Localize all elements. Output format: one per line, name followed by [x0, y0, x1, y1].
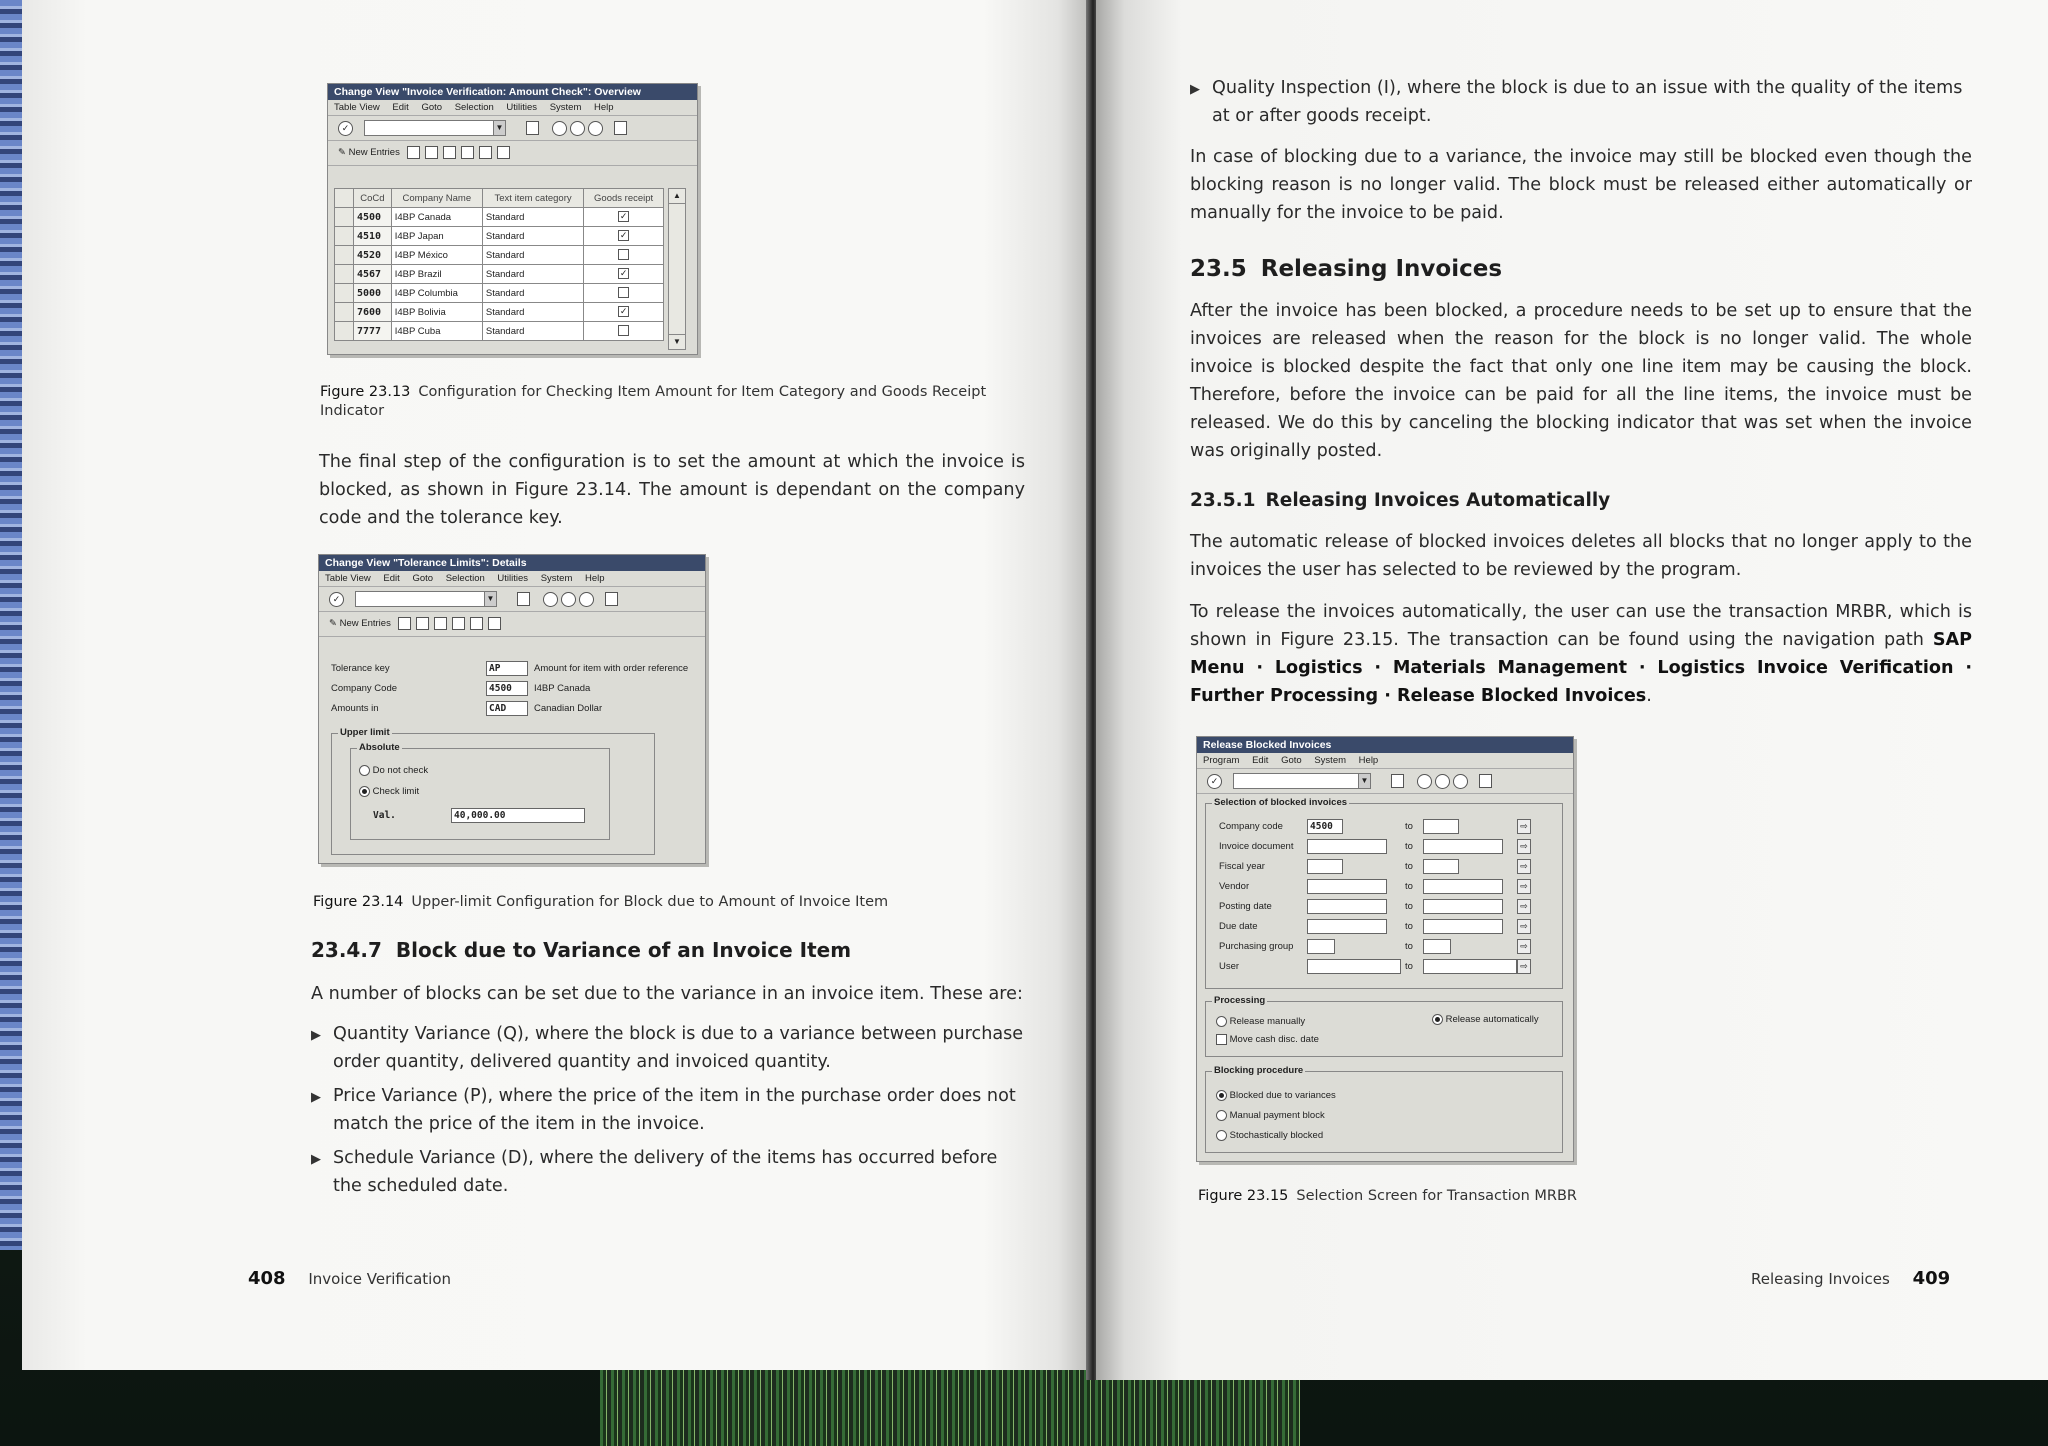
do-not-check-label: Do not check	[372, 765, 429, 777]
right-page	[1096, 0, 2048, 1380]
table-row[interactable]: 5000 I4BP Columbia Standard	[335, 284, 664, 303]
enter-icon[interactable]: ✓	[1207, 774, 1222, 789]
company-code-label: Company Code	[331, 683, 398, 695]
goods-receipt-checkbox[interactable]: ✓	[619, 306, 628, 317]
multiple-selection-icon[interactable]: ⇨	[1517, 939, 1531, 954]
exit-icon[interactable]	[561, 592, 576, 607]
window-title: Release Blocked Invoices	[1197, 737, 1573, 753]
table-row[interactable]: 4520 I4BP México Standard	[335, 246, 664, 265]
vertical-scrollbar[interactable]	[668, 188, 686, 350]
previous-entry-icon[interactable]	[452, 617, 465, 630]
invoice-document-low[interactable]	[1307, 839, 1387, 854]
processing-group	[1205, 995, 1563, 1057]
posting-date-high[interactable]	[1423, 899, 1503, 914]
goods-receipt-checkbox[interactable]: ✓	[619, 230, 628, 241]
list-item: ▶ Schedule Variance (D), where the delivery of the items has occurred before the scheduled date.	[311, 1148, 998, 1196]
group-title: Upper limit	[340, 727, 390, 738]
selection-row: Invoice document to ⇨	[1219, 839, 1531, 854]
bullet-icon: ▶	[311, 1028, 321, 1043]
command-field[interactable]	[1233, 773, 1371, 789]
currency-field[interactable]: CAD	[486, 701, 528, 716]
save-icon[interactable]	[526, 121, 539, 135]
next-entry-icon[interactable]	[470, 617, 483, 630]
copy-icon[interactable]	[398, 617, 411, 630]
menu-system[interactable]: System	[549, 102, 582, 113]
due-date-low[interactable]	[1307, 919, 1387, 934]
delete-icon[interactable]	[416, 617, 429, 630]
blocking-procedure-group	[1205, 1065, 1563, 1153]
selection-row: Fiscal year to ⇨	[1219, 859, 1531, 874]
list-item: ▶ Price Variance (P), where the price of the item in the purchase order does not match the price of the item in the invoice.	[311, 1086, 1016, 1134]
table-header-row	[335, 189, 664, 208]
subsection-heading	[1190, 490, 1610, 511]
paragraph: A number of blocks can be set due to the variance in an invoice item. These are:	[311, 984, 1023, 1004]
save-icon[interactable]	[517, 592, 530, 606]
table-row[interactable]: 4500 I4BP Canada Standard ✓	[335, 208, 664, 227]
menu-help[interactable]: Help	[594, 102, 614, 113]
paragraph: After the invoice has been blocked, a procedure needs to be set up to ensure that the invoices are released when the reason for the block is no longer valid. The whole invoice is blocked despite the fact that only one line item may be causing the block. Therefore, before the invoice can be paid for all the line items, the invoice must be released. We do this by canceling the blocking indicator that was set when the invoice was originally posted.	[1190, 301, 1972, 461]
print-icon[interactable]	[1479, 774, 1492, 788]
multiple-selection-icon[interactable]: ⇨	[1517, 819, 1531, 834]
multiple-selection-icon[interactable]: ⇨	[1517, 879, 1531, 894]
selection-row: Company code 4500 to ⇨	[1219, 819, 1531, 834]
fiscal-year-high[interactable]	[1423, 859, 1459, 874]
bullet-icon: ▶	[1190, 82, 1200, 97]
menu-program[interactable]: Program	[1203, 755, 1240, 766]
vendor-low[interactable]	[1307, 879, 1387, 894]
subsection-title: Releasing Invoices Automatically	[1265, 490, 1611, 511]
company-code-low[interactable]: 4500	[1307, 819, 1343, 834]
print-icon[interactable]	[605, 592, 618, 606]
section-number: 23.4.7	[311, 938, 382, 962]
menu-table-view[interactable]: Table View	[334, 102, 380, 113]
manual-payment-block-radio[interactable]	[1216, 1110, 1227, 1121]
company-code-field[interactable]: 4500	[486, 681, 528, 696]
goods-receipt-checkbox[interactable]	[618, 325, 629, 336]
tolerance-key-field[interactable]: AP	[486, 661, 528, 676]
multiple-selection-icon[interactable]: ⇨	[1517, 959, 1531, 974]
running-title: Invoice Verification	[308, 1270, 452, 1288]
enter-icon[interactable]: ✓	[338, 121, 353, 136]
application-toolbar	[319, 612, 705, 637]
new-entries-icon[interactable]: ✎	[329, 618, 337, 629]
cancel-icon[interactable]	[1453, 774, 1468, 789]
delete-icon[interactable]	[425, 146, 438, 159]
menu-utilities[interactable]: Utilities	[506, 102, 538, 113]
page-number: 409	[1912, 1268, 1951, 1289]
page-footer	[1751, 1268, 1950, 1289]
menu-table-view[interactable]: Table View	[325, 573, 371, 584]
menu-bar	[328, 100, 697, 116]
fiscal-year-low[interactable]	[1307, 859, 1343, 874]
chevron-down-icon[interactable]: ▼	[484, 592, 496, 606]
menu-edit[interactable]: Edit	[383, 573, 400, 584]
command-field[interactable]	[355, 591, 497, 607]
value-field[interactable]: 40,000.00	[451, 808, 585, 823]
section-heading	[1190, 256, 1502, 282]
column-header: Goods receipt	[584, 189, 664, 208]
figure-caption	[313, 893, 1073, 912]
stochastically-blocked-label: Stochastically blocked	[1229, 1130, 1324, 1142]
move-cash-disc-label: Move cash disc. date	[1229, 1034, 1319, 1046]
blocked-due-to-variances-label: Blocked due to variances	[1229, 1090, 1336, 1102]
select-all-icon[interactable]	[461, 146, 474, 159]
posting-date-low[interactable]	[1307, 899, 1387, 914]
scroll-down-icon[interactable]: ▼	[669, 334, 685, 349]
blocked-due-to-variances-radio[interactable]	[1216, 1090, 1227, 1101]
window-title: Change View "Tolerance Limits": Details	[319, 555, 705, 571]
company-code-description: I4BP Canada	[534, 683, 591, 695]
page-number: 408	[248, 1268, 286, 1289]
menu-edit[interactable]: Edit	[392, 102, 409, 113]
column-header: Company Name	[391, 189, 482, 208]
save-icon[interactable]	[1391, 774, 1404, 788]
release-manually-radio[interactable]	[1216, 1016, 1227, 1027]
multiple-selection-icon[interactable]: ⇨	[1517, 859, 1531, 874]
menu-utilities[interactable]: Utilities	[497, 573, 529, 584]
manual-payment-block-label: Manual payment block	[1229, 1110, 1325, 1122]
goods-receipt-checkbox[interactable]: ✓	[619, 268, 628, 279]
stochastically-blocked-radio[interactable]	[1216, 1130, 1227, 1141]
group-title: Selection of blocked invoices	[1214, 797, 1348, 808]
absolute-group	[350, 742, 610, 840]
page-footer	[248, 1268, 451, 1289]
selection-row: Vendor to ⇨	[1219, 879, 1531, 894]
application-toolbar	[328, 141, 697, 166]
amounts-in-label: Amounts in	[331, 703, 379, 715]
undo-icon[interactable]	[434, 617, 447, 630]
window-title: Change View "Invoice Verification: Amount Check": Overview	[328, 84, 697, 100]
move-cash-disc-checkbox[interactable]	[1216, 1034, 1227, 1045]
scroll-up-icon[interactable]: ▲	[669, 189, 685, 204]
section-title: Releasing Invoices	[1260, 256, 1503, 282]
other-entry-icon[interactable]	[488, 617, 501, 630]
selection-row: User to ⇨	[1219, 959, 1531, 974]
toolbar	[319, 587, 705, 612]
menu-help[interactable]: Help	[1358, 755, 1379, 766]
release-automatically-label: Release automatically	[1445, 1014, 1539, 1026]
sap-window-amount-check	[327, 83, 698, 355]
menu-goto[interactable]: Goto	[412, 573, 434, 584]
list-item: ▶ Quality Inspection (I), where the block is due to an issue with the quality of the items at or after goods receipt.	[1190, 78, 1963, 126]
column-header: CoCd	[354, 189, 392, 208]
cancel-icon[interactable]	[588, 121, 603, 136]
multiple-selection-icon[interactable]: ⇨	[1517, 919, 1531, 934]
table-row[interactable]: 4567 I4BP Brazil Standard ✓	[335, 265, 664, 284]
purchasing-group-high[interactable]	[1423, 939, 1451, 954]
selection-row: Posting date to ⇨	[1219, 899, 1531, 914]
section-title: Block due to Variance of an Invoice Item	[395, 938, 852, 962]
chevron-down-icon[interactable]: ▼	[1358, 774, 1370, 788]
menu-bar	[319, 571, 705, 587]
figure-label: Figure 23.13	[320, 384, 411, 400]
amount-check-table	[334, 188, 664, 341]
selection-row: Purchasing group to ⇨	[1219, 939, 1531, 954]
figure-label: Figure 23.15	[1198, 1188, 1289, 1204]
figure-caption-text: Selection Screen for Transaction MRBR	[1296, 1188, 1578, 1204]
release-manually-label: Release manually	[1229, 1016, 1306, 1028]
check-limit-radio[interactable]	[359, 786, 370, 797]
menu-selection[interactable]: Selection	[445, 573, 485, 584]
table-row[interactable]: 7777 I4BP Cuba Standard	[335, 322, 664, 341]
new-entries-button[interactable]: New Entries	[339, 618, 391, 629]
user-low[interactable]	[1307, 959, 1401, 974]
menu-goto[interactable]: Goto	[421, 102, 443, 113]
group-title: Processing	[1214, 995, 1266, 1006]
do-not-check-radio[interactable]	[359, 765, 370, 776]
sap-window-release-blocked-invoices	[1196, 736, 1574, 1162]
figure-caption-text: Upper-limit Configuration for Block due to Amount of Invoice Item	[411, 894, 889, 910]
bullet-icon: ▶	[311, 1152, 321, 1167]
page-edge	[0, 0, 22, 1250]
back-icon[interactable]	[552, 121, 567, 136]
menu-help[interactable]: Help	[585, 573, 605, 584]
new-entries-icon[interactable]: ✎	[338, 147, 346, 158]
command-field[interactable]	[364, 120, 506, 136]
toolbar	[1197, 769, 1573, 794]
copy-icon[interactable]	[407, 146, 420, 159]
paragraph: In case of blocking due to a variance, the invoice may still be blocked even though the blocking reason is no longer valid. The block must be released either automatically or manually for the invoice to be paid.	[1190, 147, 1972, 223]
select-block-icon[interactable]	[479, 146, 492, 159]
user-high[interactable]	[1423, 959, 1517, 974]
figure-caption	[1198, 1187, 1898, 1206]
exit-icon[interactable]	[1435, 774, 1450, 789]
menu-system[interactable]: System	[540, 573, 573, 584]
figure-label: Figure 23.14	[313, 894, 404, 910]
table-row[interactable]: 4510 I4BP Japan Standard ✓	[335, 227, 664, 246]
menu-bar	[1197, 753, 1573, 769]
paragraph: The automatic release of blocked invoices deletes all blocks that no longer apply to the invoices the user has selected to be reviewed by the program.	[1190, 532, 1972, 580]
check-limit-label: Check limit	[372, 786, 420, 798]
table-row[interactable]: 7600 I4BP Bolivia Standard ✓	[335, 303, 664, 322]
figure-caption	[320, 383, 1020, 421]
goods-receipt-checkbox[interactable]	[618, 287, 629, 298]
paragraph	[1190, 598, 1972, 710]
multiple-selection-icon[interactable]: ⇨	[1517, 899, 1531, 914]
enter-icon[interactable]: ✓	[329, 592, 344, 607]
bullet-icon: ▶	[311, 1090, 321, 1105]
tolerance-key-description: Amount for item with order reference	[534, 663, 689, 675]
upper-limit-group	[331, 727, 655, 855]
release-automatically-radio[interactable]	[1432, 1014, 1443, 1025]
purchasing-group-low[interactable]	[1307, 939, 1335, 954]
print-icon[interactable]	[614, 121, 627, 135]
sap-window-tolerance-limits	[318, 554, 706, 864]
section-heading	[311, 938, 851, 962]
toolbar	[328, 116, 697, 141]
undo-icon[interactable]	[443, 146, 456, 159]
multiple-selection-icon[interactable]: ⇨	[1517, 839, 1531, 854]
company-code-high[interactable]	[1423, 819, 1459, 834]
paragraph-end: .	[1646, 686, 1652, 706]
vendor-high[interactable]	[1423, 879, 1503, 894]
goods-receipt-checkbox[interactable]	[618, 249, 629, 260]
menu-system[interactable]: System	[1314, 755, 1347, 766]
section-number: 23.5	[1190, 256, 1247, 282]
subsection-number: 23.5.1	[1190, 490, 1256, 511]
chevron-down-icon[interactable]: ▼	[493, 121, 505, 135]
menu-edit[interactable]: Edit	[1252, 755, 1269, 766]
back-icon[interactable]	[543, 592, 558, 607]
list-item: ▶ Quantity Variance (Q), where the block is due to a variance between purchase order quantity, delivered quantity and invoiced quantity.	[311, 1024, 1024, 1072]
goods-receipt-checkbox[interactable]: ✓	[619, 211, 628, 222]
paragraph: The final step of the configuration is to set the amount at which the invoice is blocked, as shown in Figure 23.14. The amount is dependant on the company code and the tolerance key.	[319, 452, 1025, 528]
selection-row: Due date to ⇨	[1219, 919, 1531, 934]
group-title: Absolute	[359, 742, 400, 753]
column-header: Text item category	[482, 189, 583, 208]
tolerance-key-label: Tolerance key	[331, 663, 390, 675]
paragraph-text: To release the invoices automatically, the user can use the transaction MRBR, which is shown in Figure 23.15. The transaction can be found using the navigation path	[1190, 602, 1972, 650]
exit-icon[interactable]	[570, 121, 585, 136]
menu-goto[interactable]: Goto	[1281, 755, 1302, 766]
value-label: Val.	[373, 810, 396, 822]
group-title: Blocking procedure	[1214, 1065, 1304, 1076]
invoice-document-high[interactable]	[1423, 839, 1503, 854]
currency-description: Canadian Dollar	[534, 703, 603, 715]
figure-caption-text: Configuration for Checking Item Amount for Item Category and Goods Receipt Indicator	[320, 384, 987, 419]
navigation-path: SAP Menu · Logistics · Materials Management · Logistics Invoice Verification · Further Processing · Release Blocked Invoices	[1190, 630, 1973, 706]
deselect-icon[interactable]	[497, 146, 510, 159]
new-entries-button[interactable]: New Entries	[348, 147, 400, 158]
back-icon[interactable]	[1417, 774, 1432, 789]
left-page	[22, 0, 1090, 1370]
menu-selection[interactable]: Selection	[454, 102, 494, 113]
cancel-icon[interactable]	[579, 592, 594, 607]
due-date-high[interactable]	[1423, 919, 1503, 934]
running-title: Releasing Invoices	[1751, 1270, 1890, 1288]
